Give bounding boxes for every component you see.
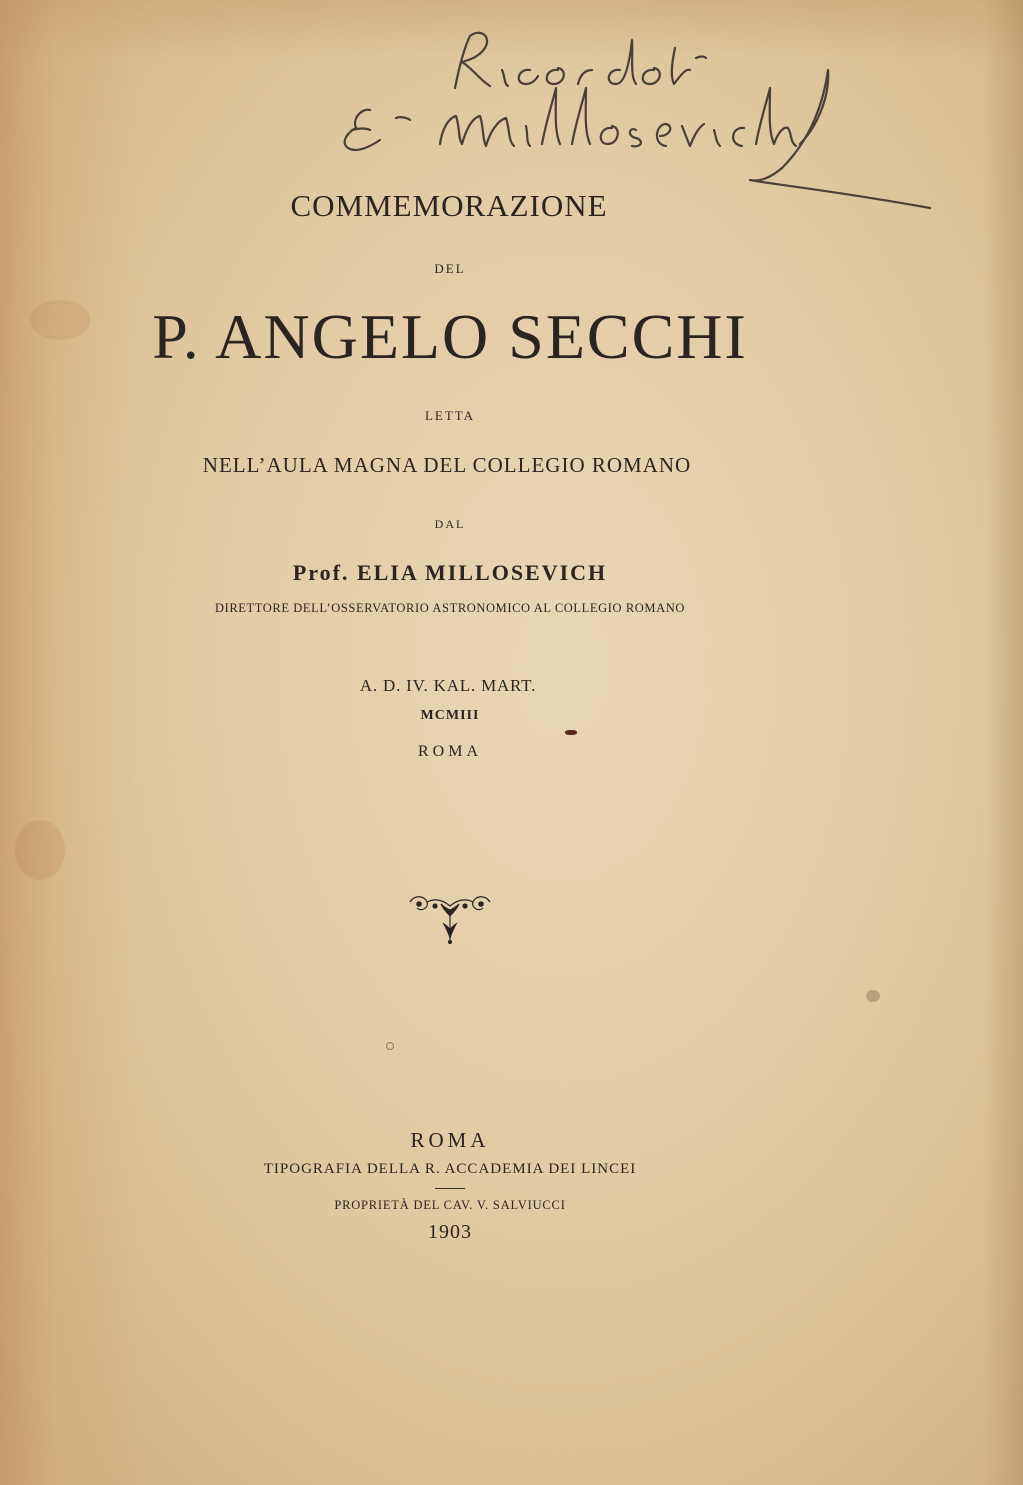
roman-year: MCMIII (420, 708, 480, 723)
author-role: DIRETTORE DELL’OSSERVATORIO ASTRONOMICO AL COLLEGIO ROMANO (214, 601, 686, 615)
imprint-city: ROMA (410, 1128, 490, 1152)
author-name: Prof. ELIA MILLOSEVICH (292, 560, 608, 585)
imprint-year: 1903 (428, 1221, 472, 1243)
preposition-del: DEL (434, 261, 466, 276)
word-letta: LETTA (424, 408, 476, 423)
foxing-stain (386, 1042, 394, 1050)
imprint-proprietor: PROPRIETÀ DEL CAV. V. SALVIUCCI (334, 1198, 566, 1212)
subject-name: P. ANGELO SECCHI (152, 301, 748, 372)
title-commemorazione: COMMEMORAZIONE (290, 188, 608, 223)
place-roma: ROMA (417, 743, 482, 760)
latin-date: A. D. IV. KAL. MART. (359, 676, 537, 695)
printers-ornament-icon (405, 890, 495, 950)
imprint-divider (435, 1188, 465, 1189)
preposition-dal: DAL (434, 517, 466, 531)
ink-spot (565, 730, 577, 735)
paper-aging-right (983, 0, 1023, 1485)
foxing-stain (15, 820, 65, 880)
imprint-printer: TIPOGRAFIA DELLA R. ACCADEMIA DEI LINCEI (263, 1161, 637, 1177)
foxing-stain (866, 990, 880, 1002)
venue-line: NELL’AULA MAGNA DEL COLLEGIO ROMANO (202, 453, 692, 477)
